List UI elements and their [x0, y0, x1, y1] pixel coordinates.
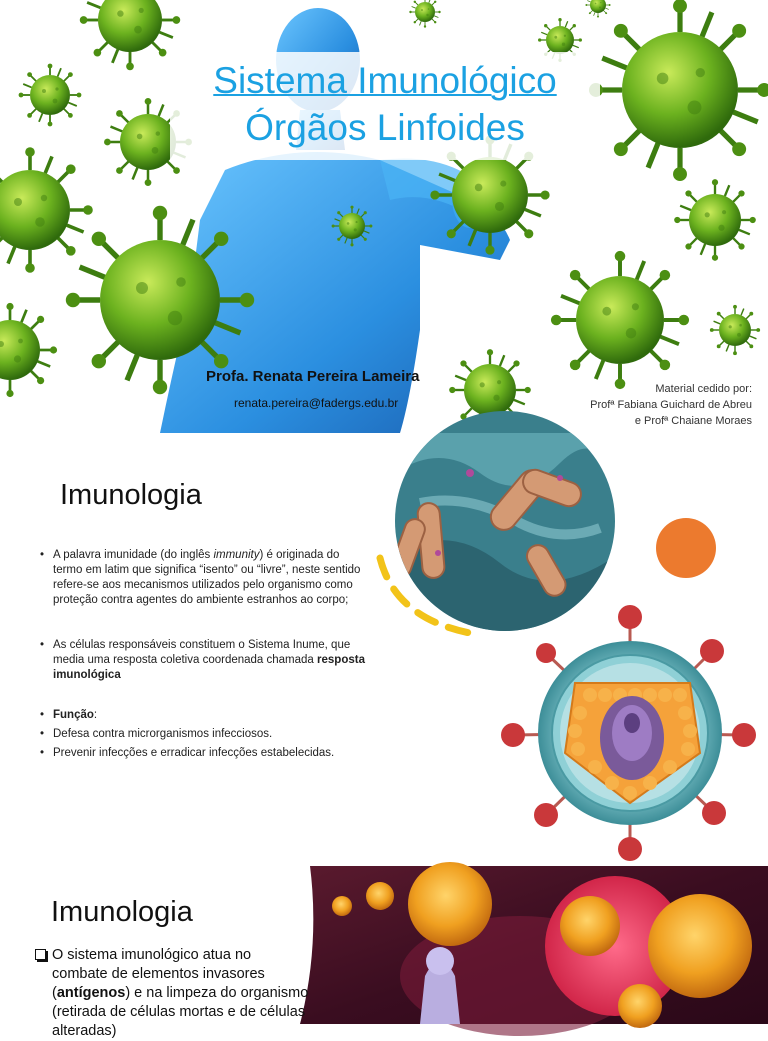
- credit-heading: Material cedido por:: [655, 383, 752, 395]
- orange-dot: [656, 518, 716, 578]
- page-title: Sistema Imunológico: [213, 60, 557, 101]
- list-item: • Defesa contra microrganismos infecciosos.: [40, 727, 370, 742]
- credit-author-2: e Profª Chaiane Moraes: [634, 415, 752, 427]
- slide2-heading: Imunologia: [60, 479, 202, 511]
- imunologia-slide-2: [0, 866, 768, 1039]
- credit-block: [590, 381, 752, 429]
- slide3-heading: Imunologia: [51, 896, 193, 928]
- list-item: • A palavra imunidade (do inglês immunity) é originada do termo em latim que significa “isento” ou “livre”, neste sentido refere-se aos mecanismos utilizados pelo organismo como proteção contra agentes do ambiente estranhos ao corpo;: [40, 548, 370, 608]
- slide3-paragraph: O sistema imunológico atua no combate de elementos invasores (antígenos) e na limpeza do organismo (retirada de células mortas e de células alteradas): [35, 946, 310, 1041]
- author-name: Profa. Renata Pereira Lameira: [206, 368, 420, 385]
- page-subtitle: Órgãos Linfoides: [245, 107, 525, 148]
- title-slide: [0, 0, 768, 433]
- credit-author-1: Profª Fabiana Guichard de Abreu: [590, 399, 752, 411]
- bacteria-micrograph: [388, 403, 620, 633]
- title-box: [170, 52, 600, 160]
- list-item: • Função:: [40, 708, 370, 723]
- imunologia-slide-1: [0, 433, 768, 866]
- slide2-bullet-list: [40, 548, 370, 761]
- list-item: • As células responsáveis constituem o Sistema Inume, que media uma resposta coletiva coordenada chamada resposta imunológica: [40, 638, 370, 683]
- checkbox-square-icon: [35, 949, 46, 960]
- author-email: renata.pereira@fadergs.edu.br: [234, 396, 399, 410]
- virus-cross-section: [501, 605, 756, 861]
- list-item: • Prevenir infecções e erradicar infecções estabelecidas.: [40, 746, 370, 761]
